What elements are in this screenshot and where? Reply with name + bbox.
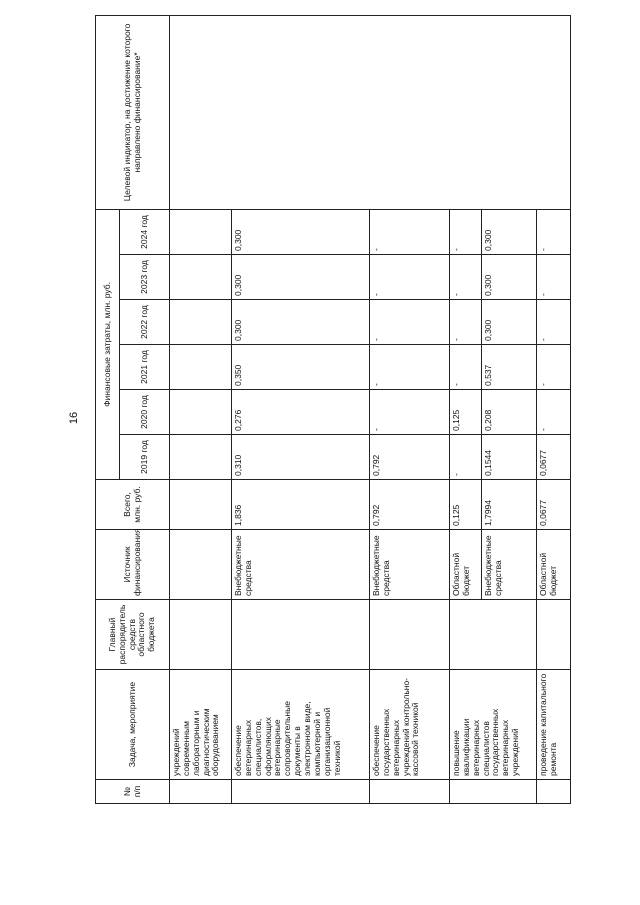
task-cell: учреждений современным лабораторным и диагностическим оборудованием xyxy=(170,670,232,780)
header-year: 2023 год xyxy=(120,255,170,300)
row-num-cell xyxy=(370,780,450,804)
value-cell: - xyxy=(370,209,450,254)
header-total: Всего, млн. руб. xyxy=(96,480,170,530)
value-cell: 0,276 xyxy=(232,390,370,435)
header-manager: Главный распорядитель средств областного бюджета xyxy=(96,600,170,670)
source-cell: Областной бюджет xyxy=(537,530,571,600)
task-cell: обеспечение государственных ветеринарных учреждений контрольно-кассовой техникой xyxy=(370,670,450,780)
header-year: 2022 год xyxy=(120,300,170,345)
value-cell xyxy=(170,390,232,435)
value-cell: - xyxy=(450,255,482,300)
total-cell: 1,836 xyxy=(232,480,370,530)
total-cell: 1,7994 xyxy=(482,480,537,530)
header-source: Источник финансирования xyxy=(96,530,170,600)
value-cell: 0,300 xyxy=(232,209,370,254)
value-cell: - xyxy=(370,255,450,300)
value-cell: 0,0677 xyxy=(537,435,571,480)
source-cell: Областной бюджет xyxy=(450,530,482,600)
header-year: 2019 год xyxy=(120,435,170,480)
header-indicator: Целевой индикатор, на достижение которого направлено финансирование* xyxy=(96,15,170,209)
value-cell: - xyxy=(370,390,450,435)
value-cell: 0,792 xyxy=(370,435,450,480)
indicator-cell xyxy=(170,15,571,209)
value-cell: - xyxy=(450,300,482,345)
value-cell: 0,300 xyxy=(232,300,370,345)
manager-cell xyxy=(370,600,450,670)
total-cell: 0,792 xyxy=(370,480,450,530)
landscape-layer xyxy=(95,16,570,804)
value-cell: - xyxy=(450,209,482,254)
manager-cell xyxy=(537,600,571,670)
value-cell: 0,350 xyxy=(232,345,370,390)
header-task: Задача, мероприятие xyxy=(96,670,170,780)
value-cell: - xyxy=(537,390,571,435)
header-num: № п/п xyxy=(96,780,170,804)
row-num-cell xyxy=(232,780,370,804)
value-cell: 0,1544 xyxy=(482,435,537,480)
source-cell xyxy=(170,530,232,600)
task-cell: повышение квалификации ветеринарных специалистов государственных ветеринарных учреждений xyxy=(450,670,537,780)
source-cell: Внебюджетные средства xyxy=(482,530,537,600)
row-num-cell xyxy=(537,780,571,804)
row-num-cell xyxy=(170,780,232,804)
header-year: 2024 год xyxy=(120,209,170,254)
value-cell xyxy=(170,300,232,345)
value-cell: - xyxy=(370,345,450,390)
manager-cell xyxy=(232,600,370,670)
page-number: 16 xyxy=(68,411,80,425)
value-cell: 0,208 xyxy=(482,390,537,435)
value-cell: - xyxy=(450,435,482,480)
value-cell: 0,300 xyxy=(482,255,537,300)
manager-cell xyxy=(450,600,537,670)
task-cell: обеспечение ветеринарных специалистов, оформляющих ветеринарные сопроводительные документы в электронном виде, компьютерной и организационной техникой xyxy=(232,670,370,780)
total-cell xyxy=(170,480,232,530)
value-cell: - xyxy=(537,209,571,254)
value-cell: 0,310 xyxy=(232,435,370,480)
value-cell xyxy=(170,345,232,390)
source-cell: Внебюджетные средства xyxy=(370,530,450,600)
task-cell: проведение капитального ремонта xyxy=(537,670,571,780)
total-cell: 0,125 xyxy=(450,480,482,530)
header-row-1 xyxy=(96,15,120,803)
value-cell: 0,125 xyxy=(450,390,482,435)
header-year: 2021 год xyxy=(120,345,170,390)
financing-table xyxy=(95,15,571,804)
header-year: 2020 год xyxy=(120,390,170,435)
source-cell: Внебюджетные средства xyxy=(232,530,370,600)
value-cell: 0,300 xyxy=(482,209,537,254)
value-cell: 0,537 xyxy=(482,345,537,390)
table-row xyxy=(170,15,232,803)
value-cell: 0,300 xyxy=(232,255,370,300)
value-cell xyxy=(170,435,232,480)
row-num-cell xyxy=(450,780,537,804)
value-cell xyxy=(170,209,232,254)
value-cell: - xyxy=(537,300,571,345)
header-costs: Финансовые затраты, млн. руб. xyxy=(96,209,120,479)
total-cell: 0,0677 xyxy=(537,480,571,530)
value-cell: 0,300 xyxy=(482,300,537,345)
rotated-table-container xyxy=(95,16,570,804)
value-cell xyxy=(170,255,232,300)
value-cell: - xyxy=(450,345,482,390)
manager-cell xyxy=(170,600,232,670)
value-cell: - xyxy=(537,345,571,390)
value-cell: - xyxy=(537,255,571,300)
value-cell: - xyxy=(370,300,450,345)
